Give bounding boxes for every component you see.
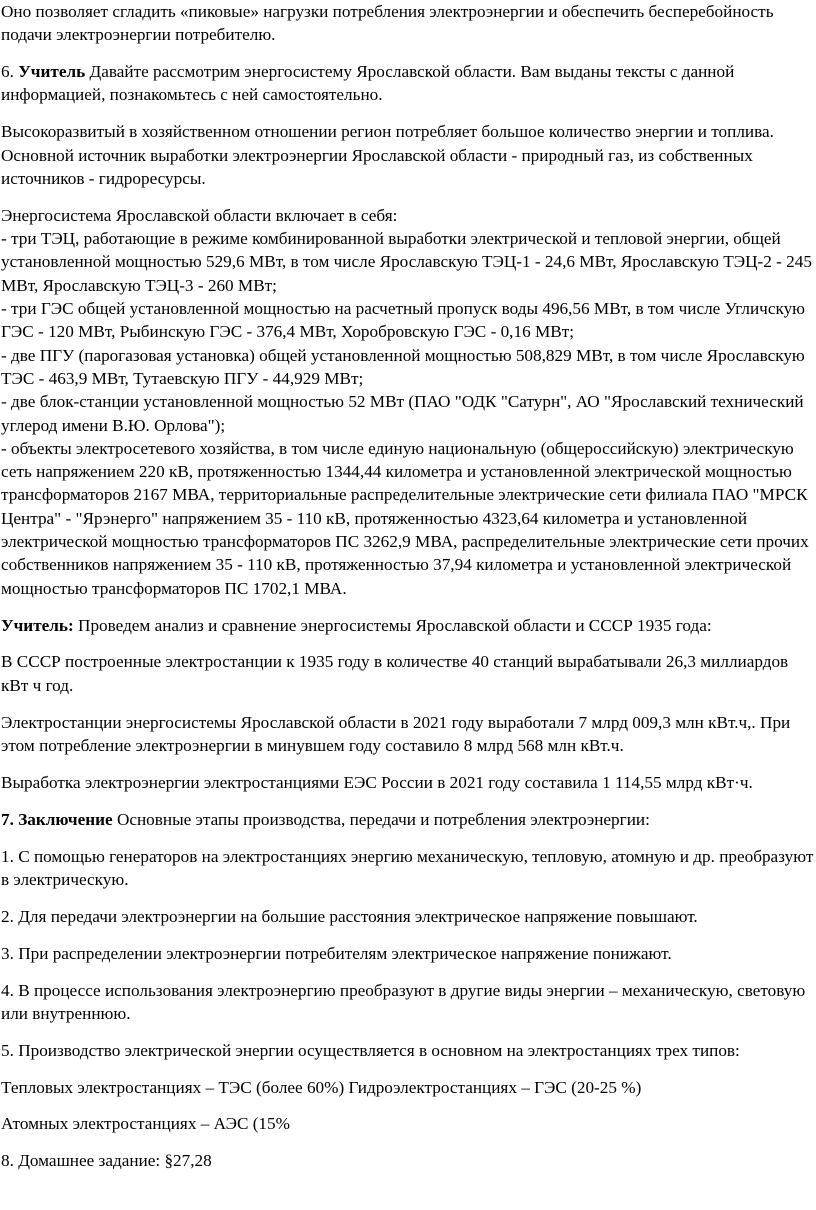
energy-system-intro: Энергосистема Ярославской области включает в себя: <box>1 205 398 225</box>
list-item-block-stations: - две блок-станции установленной мощностью 52 МВт (ПАО "ОДК "Сатурн", АО "Ярославский технический углерод имени В.Ю. Орлова"); <box>1 392 804 435</box>
paragraph-teacher-analysis <box>1 614 814 637</box>
teacher-label: Учитель: <box>1 615 74 635</box>
list-item-pgu: - две ПГУ (парогазовая установка) общей установленной мощностью 508,829 МВт, в том числе Ярославскую ТЭС - 463,9 МВт, Тутаевскую ПГУ - 44,929 МВт; <box>1 345 805 388</box>
paragraph-homework: 8. Домашнее задание: §27,28 <box>1 1151 212 1171</box>
conclusion-heading: 7. Заключение <box>1 809 113 829</box>
list-item-ges: - три ГЭС общей установленной мощностью на расчетный пропуск воды 496,56 МВт, в том числе Угличскую ГЭС - 120 МВт, Рыбинскую ГЭС - 376,4 МВт, Хоробровскую ГЭС - 0,16 МВт; <box>1 299 805 342</box>
teacher-analysis-text: Проведем анализ и сравнение энергосистемы Ярославской области и СССР 1935 года: <box>73 615 712 635</box>
paragraph-stage-4: 4. В процессе использования электроэнергию преобразуют в другие виды энергии – механическую, световую или внутреннюю. <box>1 980 806 1023</box>
teacher-intro-text: Давайте рассмотрим энергосистему Ярославской области. Вам выданы тексты с данной информацией, познакомьтесь с ней самостоятельно. <box>1 62 735 105</box>
paragraph-ees-russia-2021: Выработка электроэнергии электростанциями ЕЭС России в 2021 году составила 1 114,55 млрд кВт·ч. <box>1 772 753 792</box>
paragraph-region-overview: Высокоразвитый в хозяйственном отношении регион потребляет большое количество энергии и топлива. Основной источник выработки электроэнергии Ярославской области - природный газ, из собственных источников - гидроресурсы. <box>1 122 774 188</box>
paragraph-plant-types-2: Атомных электростанциях – АЭС (15% <box>1 1114 290 1134</box>
conclusion-text: Основные этапы производства, передачи и потребления электроэнергии: <box>112 809 650 829</box>
paragraph-stage-1: 1. С помощью генераторов на электростанциях энергию механическую, тепловую, атомную и др. преобразуют в электрическую. <box>1 846 814 889</box>
paragraph-stage-2: 2. Для передачи электроэнергии на большие расстояния электрическое напряжение повышают. <box>1 906 698 926</box>
paragraph-ussr-1935: В СССР построенные электростанции к 1935 году в количестве 40 станций вырабатывали 26,3 миллиардов кВт ч год. <box>1 652 789 695</box>
teacher-label: Учитель <box>18 62 86 82</box>
paragraph-stage-3: 3. При распределении электроэнергии потребителям электрическое напряжение понижают. <box>1 943 672 963</box>
list-item-tets: - три ТЭЦ, работающие в режиме комбинированной выработки электрической и тепловой энергии, общей установленной мощностью 529,6 МВт, в том числе Ярославскую ТЭЦ-1 - 24,6 МВт, Ярославскую ТЭЦ-2 - 245 МВт, Ярославскую ТЭЦ-3 - 260 МВт; <box>1 229 812 295</box>
paragraph-energy-system-list <box>1 204 814 600</box>
paragraph-plant-types-1: Тепловых электростанциях – ТЭС (более 60%) Гидроэлектростанциях – ГЭС (20-25 %) <box>1 1077 642 1097</box>
list-item-grid-facilities: - объекты электросетевого хозяйства, в том числе единую национальную (общероссийскую) электрическую сеть напряжением 220 кВ, протяженностью 1344,44 километра и установленной электрической мощностью трансформаторов 2167 МВА, территориальные распределительные электрические сети филиала ПАО "МРСК Центра" - "Ярэнерго" напряжением 35 - 110 кВ, протяженностью 4323,64 километра и установленной электрической мощностью трансформаторов ПС 3262,9 МВА, распределительные электрические сети прочих собственников напряжением 35 - 110 кВ, протяженностью 37,94 километра и установленной электрической мощностью трансформаторов ПС 1702,1 МВА. <box>1 438 809 598</box>
step-number: 6. <box>1 62 19 82</box>
paragraph-teacher-intro <box>1 60 814 107</box>
paragraph-stage-5: 5. Производство электрической энергии осуществляется в основном на электростанциях трех типов: <box>1 1040 740 1060</box>
paragraph-conclusion <box>1 808 814 831</box>
document-body <box>1 0 814 1186</box>
paragraph-peak-loads: Оно позволяет сгладить «пиковые» нагрузки потребления электроэнергии и обеспечить бесперебойность подачи электроэнергии потребителю. <box>1 2 774 45</box>
paragraph-yaroslavl-2021: Электростанции энергосистемы Ярославской области в 2021 году выработали 7 млрд 009,3 млн кВт.ч,. При этом потребление электроэнергии в минувшем году составило 8 млрд 568 млн кВт.ч. <box>1 712 791 755</box>
